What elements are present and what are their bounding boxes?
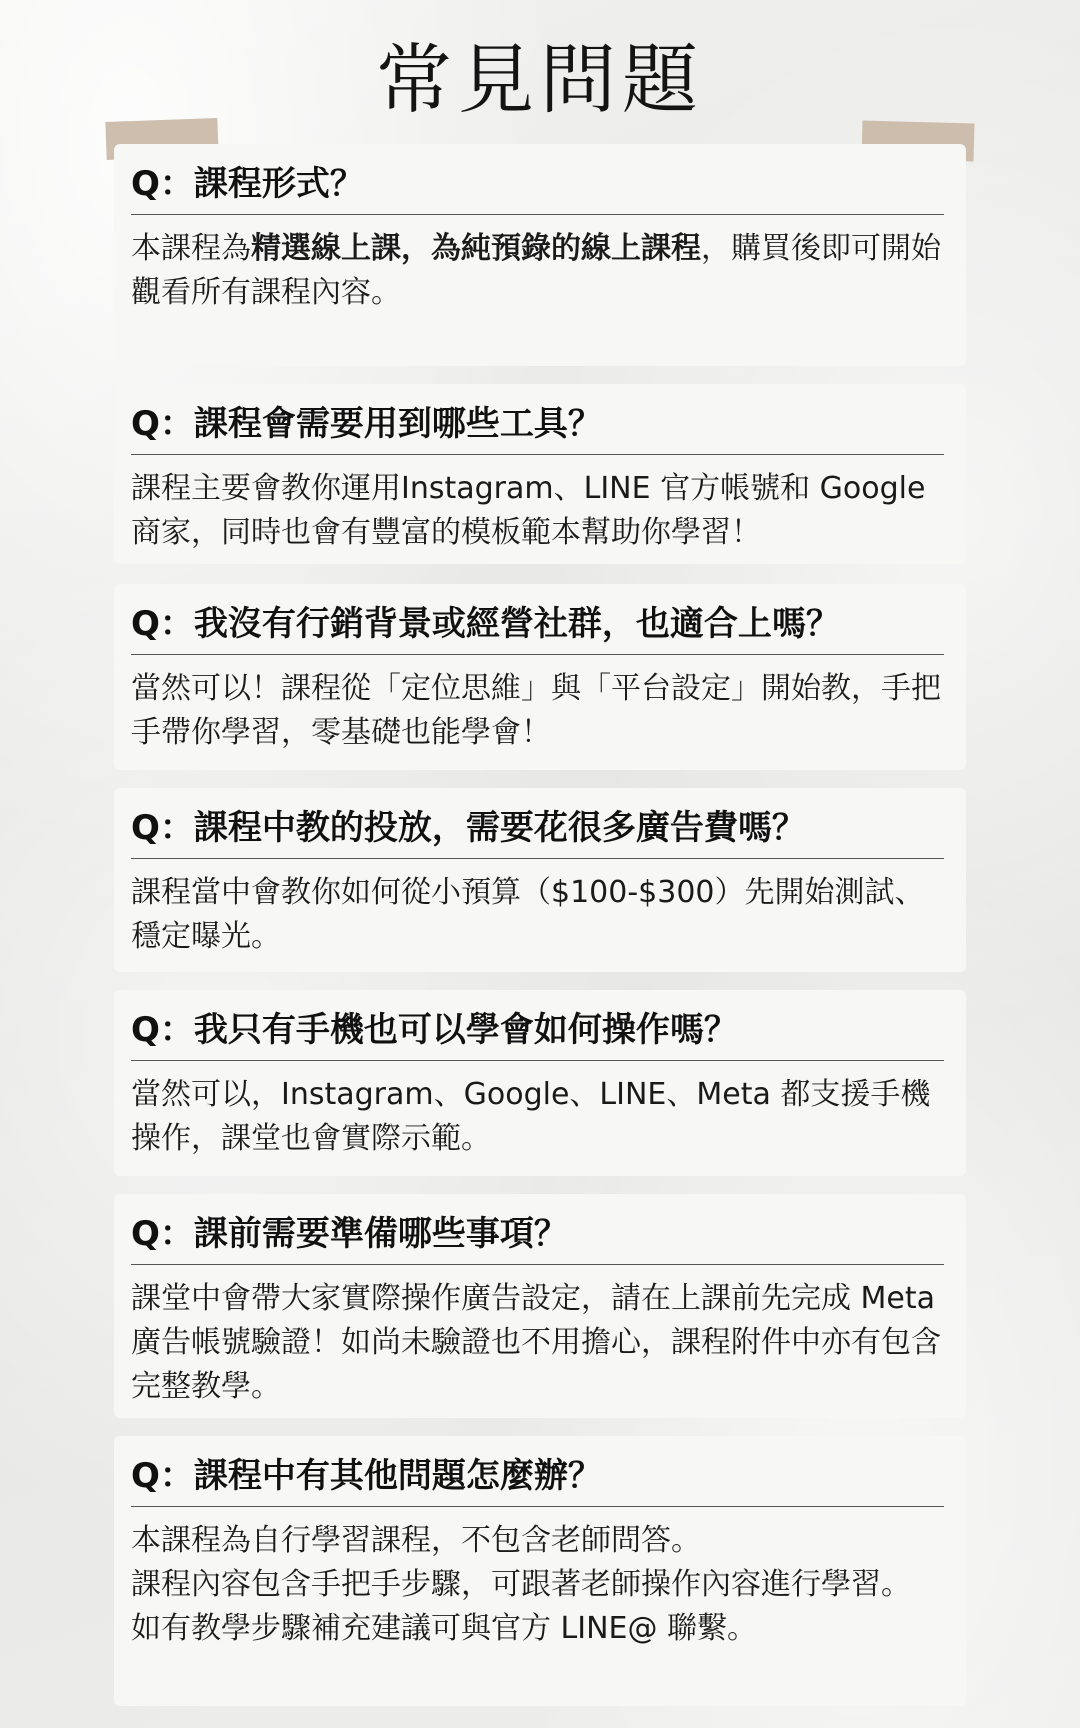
faq-card bbox=[114, 788, 966, 972]
answer-text: 課程主要會教你運用Instagram、LINE 官方帳號和 Google 商家，同時也會有豐富的模板範本幫助你學習！ bbox=[131, 471, 926, 550]
faq-card bbox=[114, 384, 966, 564]
faq-answer bbox=[131, 1265, 944, 1409]
faq-question: Q：課程中教的投放，需要花很多廣告費嗎？ bbox=[131, 788, 944, 859]
faq-card bbox=[114, 584, 966, 770]
faq-answer bbox=[131, 1507, 944, 1651]
faq-question: Q：我只有手機也可以學會如何操作嗎？ bbox=[131, 990, 944, 1061]
faq-card bbox=[114, 1436, 966, 1706]
answer-text: 課程當中會教你如何從小預算（$100-$300）先開始測試、穩定曝光。 bbox=[131, 875, 925, 954]
faq-answer bbox=[131, 655, 944, 755]
page-title: 常見問題 bbox=[376, 35, 704, 124]
faq-question: Q：課前需要準備哪些事項？ bbox=[131, 1194, 944, 1265]
answer-text: 本課程為自行學習課程，不包含老師問答。 課程內容包含手把手步驟，可跟著老師操作內容進行學習。 如有教學步驟補充建議可與官方 LINE@ 聯繫。 bbox=[131, 1523, 911, 1646]
faq-answer bbox=[131, 215, 944, 315]
answer-text: 當然可以，Instagram、Google、LINE、Meta 都支援手機操作，課堂也會實際示範。 bbox=[131, 1077, 931, 1156]
answer-text: 本課程為 bbox=[131, 231, 251, 266]
faq-question: Q：課程會需要用到哪些工具？ bbox=[131, 384, 944, 455]
answer-text: 課堂中會帶大家實際操作廣告設定，請在上課前先完成 Meta 廣告帳號驗證！如尚未驗證也不用擔心，課程附件中亦有包含完整教學。 bbox=[131, 1281, 941, 1404]
answer-highlight: 精選線上課，為純預錄的線上課程 bbox=[251, 231, 701, 266]
faq-answer bbox=[131, 455, 944, 555]
faq-question: Q：我沒有行銷背景或經營社群，也適合上嗎？ bbox=[131, 584, 944, 655]
answer-text: 當然可以！課程從「定位思維」與「平台設定」開始教，手把手帶你學習，零基礎也能學會！ bbox=[131, 671, 941, 750]
faq-answer bbox=[131, 859, 944, 959]
faq-card bbox=[114, 990, 966, 1176]
faq-question: Q：課程形式？ bbox=[131, 144, 944, 215]
faq-card bbox=[114, 144, 966, 366]
faq-answer bbox=[131, 1061, 944, 1161]
faq-card bbox=[114, 1194, 966, 1418]
answer-text: ，購買後即可開始觀看所有課程內容。 bbox=[131, 231, 941, 310]
faq-question: Q：課程中有其他問題怎麼辦？ bbox=[131, 1436, 944, 1507]
